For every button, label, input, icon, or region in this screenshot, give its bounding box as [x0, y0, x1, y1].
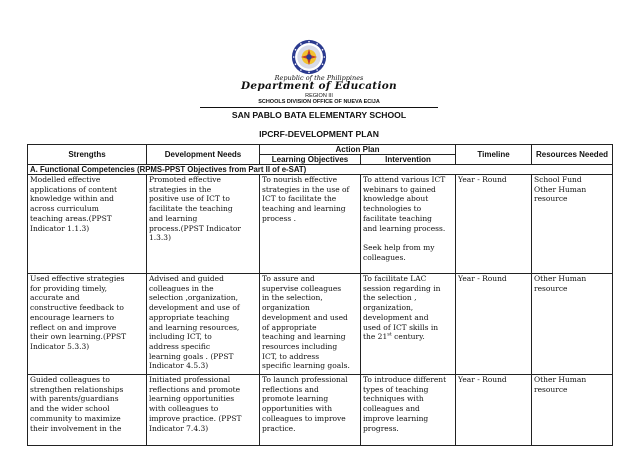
section-a-heading: A. Functional Competencies (RPMS-PPST Objectives from Part II of e-SAT): [28, 165, 613, 175]
resources-cell: [532, 375, 613, 446]
division-text: SCHOOLS DIVISION OFFICE OF NUEVA ECIJA: [258, 98, 380, 105]
header-development-needs: Development Needs: [147, 145, 260, 165]
timeline-cell: [456, 274, 532, 375]
strength-cell: [28, 175, 147, 274]
intervention-text: To attend various ICT webinars to gained knowledge about technologies to facilitate teaching and learning process.: [363, 175, 446, 233]
intervention-cell: [361, 274, 456, 375]
learning-objective-text: To launch professional reflections and promote learning opportunities with colleagues to improve practice.: [262, 375, 348, 433]
timeline-text: Year - Round: [458, 274, 507, 283]
strength-cell: [28, 274, 147, 375]
table-row: [28, 375, 613, 446]
intervention-cell: [361, 175, 456, 274]
intervention-tail-text: century.: [391, 332, 425, 342]
table-header-row: [28, 145, 613, 155]
learning-objective-text: To nourish effective strategies in the use of ICT to facilitate the teaching and learning process .: [262, 175, 350, 223]
header-resources-needed: Resources Needed: [532, 145, 613, 165]
deped-seal-logo: [291, 39, 327, 75]
development-need-text: Initiated professional reflections and promote learning opportunities with colleagues to improve practice. (PPST Indicator 7.4.3): [149, 375, 242, 433]
development-need-cell: [147, 274, 260, 375]
paragraph-gap: [363, 233, 453, 243]
header-strengths: Strengths: [28, 145, 147, 165]
header-divider: [200, 107, 438, 108]
development-need-text: Advised and guided colleagues in the selection ,organization, development and use of appropriate teaching and learning resources, including ICT, to address specific learning goals . (PPST Indicator 4.5.3): [149, 274, 240, 371]
ordinal-superscript: st: [387, 331, 392, 338]
timeline-cell: [456, 175, 532, 274]
department-title: Department of Education: [241, 80, 397, 92]
republic-text: Republic of the Philippines: [274, 74, 364, 82]
development-need-text: Promoted effective strategies in the positive use of ICT to facilitate the teaching and learning process.(PPST Indicator 1.3.3): [149, 175, 241, 243]
resources-cell: [532, 274, 613, 375]
timeline-text: Year - Round: [458, 175, 507, 184]
intervention-text: To introduce different types of teaching techniques with colleagues and improve learning progress.: [363, 375, 447, 433]
header-learning-objectives: Learning Objectives: [260, 155, 361, 165]
timeline-text: Year - Round: [458, 375, 507, 384]
learning-objective-cell: [260, 375, 361, 446]
resources-cell: [532, 175, 613, 274]
strength-cell: [28, 375, 147, 446]
school-name: SAN PABLO BATA ELEMENTARY SCHOOL: [231, 110, 407, 120]
strength-text: Guided colleagues to strengthen relationships with parents/guardians and the wider school community to maximize their involvement in the: [30, 375, 124, 433]
table-row: [28, 274, 613, 375]
development-need-cell: [147, 375, 260, 446]
development-plan-table: [27, 144, 613, 446]
table-row: [28, 175, 613, 274]
intervention-cell: [361, 375, 456, 446]
learning-objective-cell: [260, 274, 361, 375]
learning-objective-cell: [260, 175, 361, 274]
timeline-cell: [456, 375, 532, 446]
development-need-cell: [147, 175, 260, 274]
resources-text: School Fund Other Human resource: [534, 175, 587, 204]
strength-text: Modelled effective applications of content knowledge within and across curriculum teaching areas.(PPST Indicator 1.1.3): [30, 175, 118, 233]
intervention-main-text: To facilitate LAC session regarding in the selection , organization, development and used of ICT skills in the 21: [363, 274, 441, 342]
resources-text: Other Human resource: [534, 375, 587, 394]
learning-objective-text: To assure and supervise colleagues in the selection, organization development and used of appropriate teaching and learning resources including ICT, to address specific learning goals.: [262, 274, 350, 371]
plan-title: IPCRF-DEVELOPMENT PLAN: [259, 129, 379, 139]
header-timeline: Timeline: [456, 145, 532, 165]
section-row: [28, 165, 613, 175]
header-intervention: Intervention: [361, 155, 456, 165]
region-text: REGION III: [305, 93, 333, 99]
strength-text: Used effective strategies for providing timely, accurate and constructive feedback to encourage learners to reflect on and improve their own learning.(PPST Indicator 5.3.3): [30, 274, 127, 351]
intervention-text: [363, 274, 453, 342]
intervention-extra-text: Seek help from my colleagues.: [363, 242, 435, 262]
header-action-plan: Action Plan: [260, 145, 456, 155]
resources-text: Other Human resource: [534, 274, 587, 293]
